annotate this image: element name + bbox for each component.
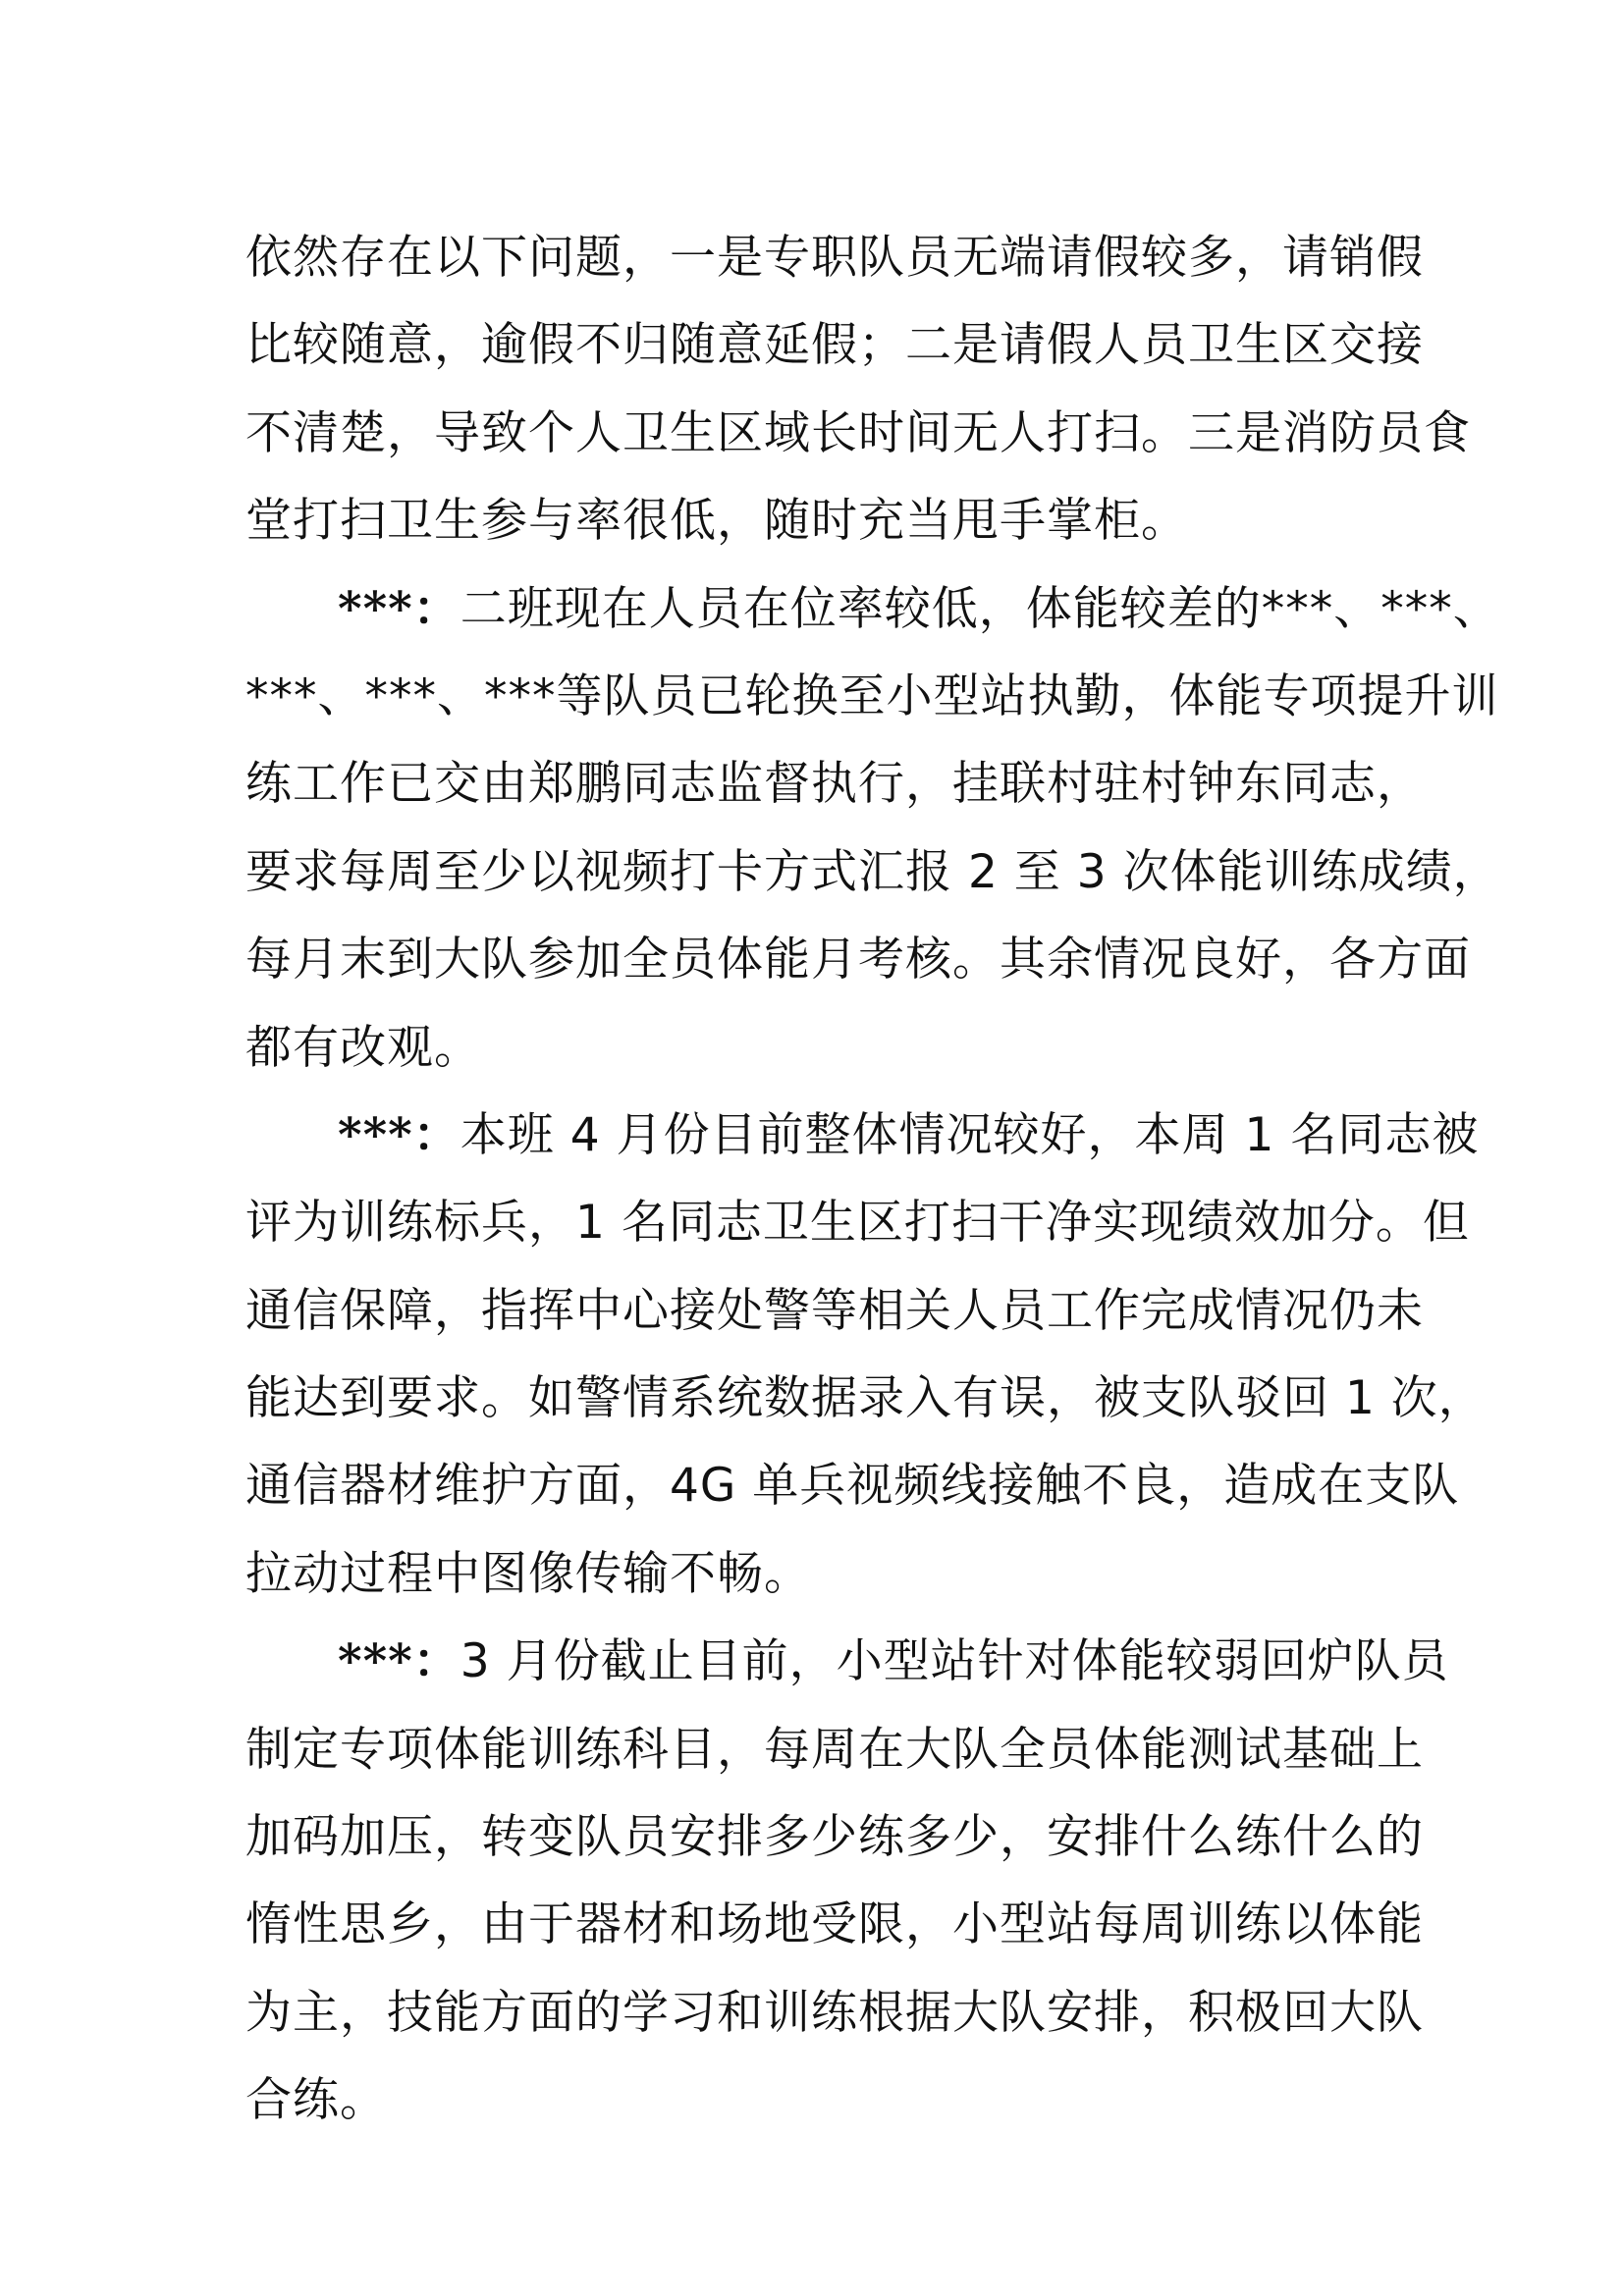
text-line: 惰性思乡，由于器材和场地受限，小型站每周训练以体能 — [245, 1897, 1424, 1952]
text-line: 拉动过程中图像传输不畅。 — [245, 1546, 811, 1601]
text-line-content: 本班 4 月份目前整体情况较好，本周 1 名同志被 — [460, 1107, 1480, 1162]
text-line: 为主，技能方面的学习和训练根据大队安排，积极回大队 — [245, 1985, 1424, 2040]
speaker-name: ***： — [338, 581, 460, 636]
paragraph-2 — [245, 565, 1500, 1092]
speaker-name: ***： — [338, 1107, 460, 1162]
text-line: 通信保障，指挥中心接处警等相关人员工作完成情况仍未 — [245, 1283, 1424, 1338]
text-line-content: 二班现在人员在位率较低，体能较差的***、***、 — [460, 581, 1500, 636]
text-line — [245, 1092, 1480, 1179]
text-line: ***、***、***等队员已轮换至小型站执勤，体能专项提升训 — [245, 668, 1499, 723]
text-line: 要求每周至少以视频打卡方式汇报 2 至 3 次体能训练成绩， — [245, 844, 1500, 899]
text-line: 不清楚，导致个人卫生区域长时间无人打扫。三是消防员食 — [245, 405, 1471, 460]
text-line-content: 3 月份截止目前，小型站针对体能较弱回炉队员 — [460, 1634, 1449, 1689]
text-line: 堂打扫卫生参与率很低，随时充当甩手掌柜。 — [245, 494, 1188, 549]
text-line: 能达到要求。如警情系统数据录入有误，被支队驳回 1 次， — [245, 1371, 1486, 1426]
text-line — [245, 565, 1500, 653]
text-line: 加码加压，转变队员安排多少练多少，安排什么练什么的 — [245, 1810, 1424, 1865]
text-line: 评为训练标兵，1 名同志卫生区打扫干净实现绩效加分。但 — [245, 1196, 1470, 1251]
text-line: 都有改观。 — [245, 1020, 481, 1075]
paragraph-3 — [245, 1092, 1486, 1618]
text-line — [245, 1618, 1449, 1705]
text-line: 练工作已交由郑鹏同志监督执行，挂联村驻村钟东同志， — [245, 757, 1424, 812]
text-line: 制定专项体能训练科目，每周在大队全员体能测试基础上 — [245, 1722, 1424, 1777]
paragraph-1 — [245, 214, 1471, 565]
document-body — [245, 214, 1500, 2145]
text-line: 比较随意，逾假不归随意延假；二是请假人员卫生区交接 — [245, 318, 1424, 373]
text-line: 依然存在以下问题，一是专职队员无端请假较多，请销假 — [245, 231, 1424, 285]
text-line: 每月末到大队参加全员体能月考核。其余情况良好，各方面 — [245, 933, 1471, 988]
paragraph-4 — [245, 1618, 1449, 2144]
speaker-name: ***： — [338, 1634, 460, 1689]
text-line: 合练。 — [245, 2073, 387, 2128]
text-line: 通信器材维护方面，4G 单兵视频线接触不良，造成在支队 — [245, 1459, 1460, 1514]
